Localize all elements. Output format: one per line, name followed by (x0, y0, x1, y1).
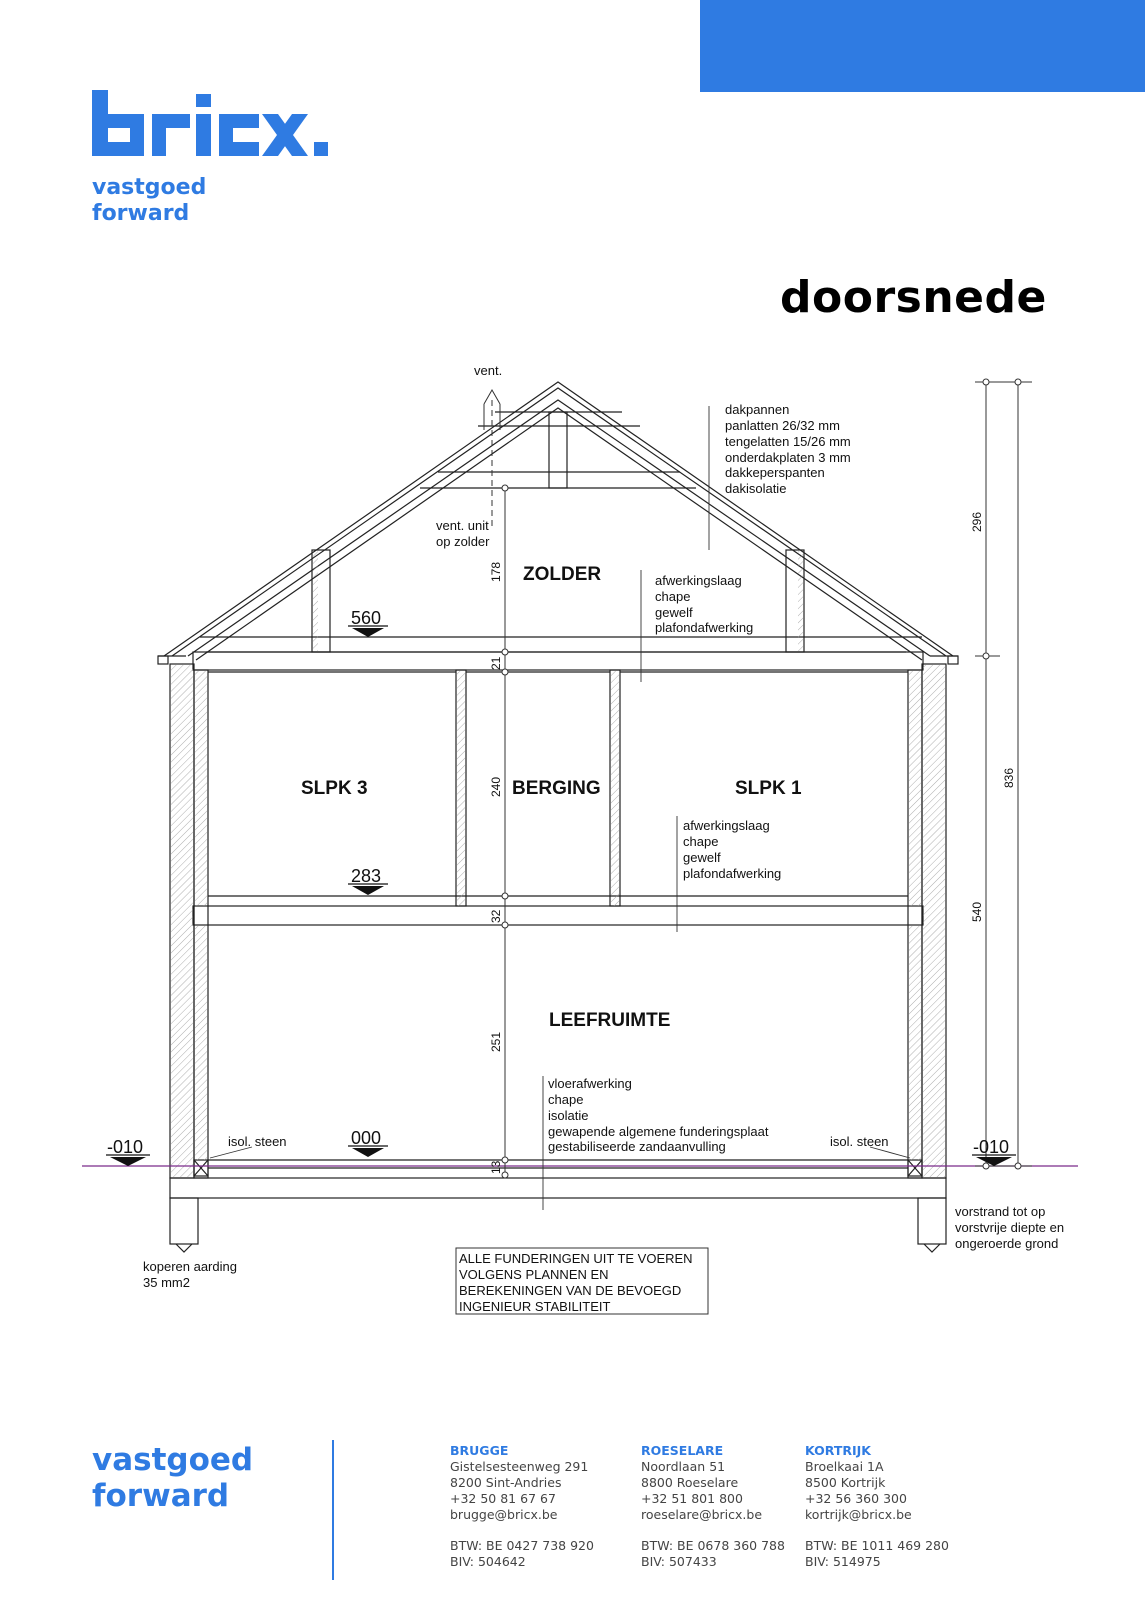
brand-tagline (92, 175, 206, 227)
dim-540: 540 (970, 901, 984, 922)
footer-divider (332, 1440, 334, 1580)
first-floor-layer-3: gewelf (683, 850, 721, 865)
ground-floor-layer-5: gestabiliseerde zandaanvulling (548, 1139, 726, 1154)
level-283: 283 (351, 866, 382, 886)
office-city: KORTRIJK (805, 1443, 871, 1458)
office-phone[interactable]: +32 50 81 67 67 (450, 1491, 556, 1506)
room-berging: BERGING (512, 778, 601, 799)
office-town: 8500 Kortrijk (805, 1475, 886, 1490)
office-kortrijk (805, 1443, 949, 1570)
office-town: 8800 Roeselare (641, 1475, 739, 1490)
earthing-line-2: 35 mm2 (143, 1275, 190, 1290)
office-roeselare (641, 1443, 785, 1570)
earthing-line-1: koperen aarding (143, 1259, 237, 1274)
room-zolder: ZOLDER (523, 564, 602, 585)
roof-layer-2: panlatten 26/32 mm (725, 418, 840, 433)
foundation-note-line-2: VOLGENS PLANNEN EN (459, 1267, 609, 1282)
dim-32: 32 (489, 909, 503, 923)
office-email[interactable]: brugge@bricx.be (450, 1507, 558, 1522)
office-email[interactable]: kortrijk@bricx.be (805, 1507, 912, 1522)
office-brugge (450, 1443, 594, 1570)
office-street: Gistelsesteenweg 291 (450, 1459, 589, 1474)
dim-21: 21 (489, 656, 503, 670)
bricx-logo (92, 88, 332, 168)
footer-tagline (92, 1442, 253, 1514)
level-minus-010-left: -010 (107, 1137, 144, 1157)
dim-251: 251 (489, 1031, 503, 1052)
dim-178: 178 (489, 561, 503, 582)
first-floor-layer-1: afwerkingslaag (683, 818, 770, 833)
ground-floor-layer-4: gewapende algemene funderingsplaat (548, 1124, 769, 1139)
attic-floor-layer-2: chape (655, 589, 691, 604)
office-btw: BTW: BE 1011 469 280 (805, 1538, 949, 1553)
attic-floor-layer-3: gewelf (655, 605, 693, 620)
dim-13: 13 (489, 1160, 503, 1174)
office-email[interactable]: roeselare@bricx.be (641, 1507, 763, 1522)
room-leefruimte: LEEFRUIMTE (549, 1010, 671, 1031)
foundation-note-line-1: ALLE FUNDERINGEN UIT TE VOEREN (459, 1251, 693, 1266)
roof-layer-5: dakkeperspanten (725, 465, 825, 480)
office-city: ROESELARE (641, 1443, 724, 1458)
page-title: doorsnede (780, 272, 1047, 323)
first-floor-layer-4: plafondafwerking (683, 866, 782, 881)
vent-label: vent. (474, 363, 503, 378)
level-minus-010-right: -010 (973, 1137, 1010, 1157)
room-slpk3: SLPK 3 (301, 778, 368, 799)
level-560: 560 (351, 608, 382, 628)
office-phone[interactable]: +32 51 801 800 (641, 1491, 743, 1506)
tagline-line-1: vastgoed (92, 175, 207, 200)
office-street: Broelkaai 1A (805, 1459, 884, 1474)
office-biv: BIV: 507433 (641, 1554, 717, 1569)
isol-steen-right: isol. steen (830, 1134, 889, 1149)
foundation-edge-line-2: vorstvrije diepte en (955, 1220, 1065, 1235)
foundation-note-line-3: BEREKENINGEN VAN DE BEVOEGD (459, 1283, 682, 1298)
foundation-edge-line-1: vorstrand tot op (955, 1204, 1046, 1219)
footer-tagline-line-1: vastgoed (92, 1442, 254, 1478)
office-biv: BIV: 514975 (805, 1554, 881, 1569)
attic-floor-layer-4: plafondafwerking (655, 620, 754, 635)
ground-floor-layer-1: vloerafwerking (548, 1076, 632, 1091)
roof-layer-1: dakpannen (725, 402, 790, 417)
room-slpk1: SLPK 1 (735, 778, 802, 799)
first-floor-layer-2: chape (683, 834, 719, 849)
office-btw: BTW: BE 0678 360 788 (641, 1538, 785, 1553)
isol-steen-left: isol. steen (228, 1134, 287, 1149)
attic-floor-layer-1: afwerkingslaag (655, 573, 742, 588)
foundation-note-line-4: INGENIEUR STABILITEIT (459, 1299, 611, 1314)
office-city: BRUGGE (450, 1443, 509, 1458)
office-phone[interactable]: +32 56 360 300 (805, 1491, 907, 1506)
dim-836: 836 (1002, 767, 1016, 788)
office-btw: BTW: BE 0427 738 920 (450, 1538, 594, 1553)
cross-section-drawing (0, 360, 1145, 1370)
roof-layer-3: tengelatten 15/26 mm (725, 434, 851, 449)
office-street: Noordlaan 51 (641, 1459, 726, 1474)
footer-tagline-line-2: forward (92, 1478, 230, 1514)
header-accent-bar (700, 0, 1145, 92)
office-biv: BIV: 504642 (450, 1554, 526, 1569)
level-000: 000 (351, 1128, 382, 1148)
office-town: 8200 Sint-Andries (450, 1475, 562, 1490)
roof-layer-4: onderdakplaten 3 mm (725, 450, 851, 465)
ground-floor-layer-2: chape (548, 1092, 584, 1107)
roof-layer-6: dakisolatie (725, 481, 787, 496)
tagline-line-2: forward (92, 201, 190, 226)
vent-unit-line-1: vent. unit (436, 518, 489, 533)
vent-unit-line-2: op zolder (436, 534, 490, 549)
dim-296: 296 (970, 511, 984, 532)
dim-240: 240 (489, 776, 503, 797)
foundation-edge-line-3: ongeroerde grond (955, 1236, 1059, 1251)
ground-floor-layer-3: isolatie (548, 1108, 589, 1123)
